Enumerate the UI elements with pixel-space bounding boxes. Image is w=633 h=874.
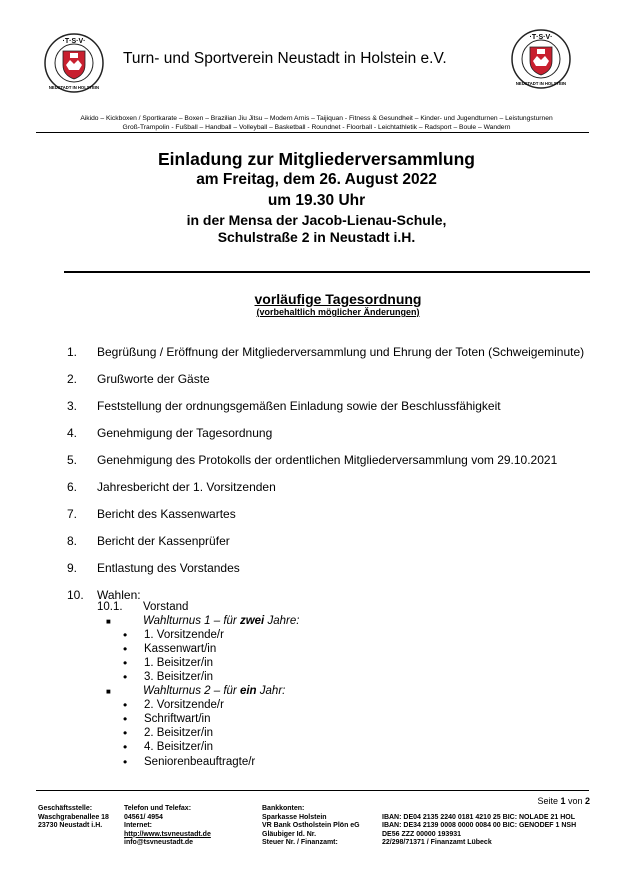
bullet-icon: •: [123, 670, 128, 684]
invitation-title: Einladung zur Mitgliederversammlung: [158, 149, 475, 169]
club-logo-right: [511, 29, 571, 89]
logo-text-top: ·T·S·V·: [529, 34, 553, 41]
footer-contact: Telefon und Telefax: 04561/ 4954 Internet: http://www.tsvneustadt.de info@tsvneustadt.de: [124, 805, 211, 846]
position-item: 1. Beisitzer/in: [144, 657, 214, 669]
sports-list-line-2: Groß-Trampolin - Fußball – Handball – Volleyball – Basketball - Roundnet - Floorball - Leichtathletik – Radsport – Boule – Wandern: [122, 124, 511, 131]
sports-list-line-1: Aikido – Kickboxen / Sportkarate – Boxen – Brazilian Jiu Jitsu – Modern Arnis – Taijiquan - Fitness & Gesundheit – Kinder- und Jugendturnen – Leistungsturnen: [80, 115, 553, 122]
footer-bank-labels: Bankkonten: Sparkasse Holstein VR Bank Ostholstein Plön eG Gläubiger Id. Nr. Steuer Nr. / Finanzamt:: [262, 805, 360, 846]
website-link[interactable]: http://www.tsvneustadt.de: [124, 830, 211, 838]
bullet-icon: •: [123, 642, 128, 656]
position-item: Schriftwart/in: [144, 713, 211, 725]
position-item: 1. Vorsitzende/r: [144, 629, 224, 641]
bullet-icon: •: [123, 726, 128, 740]
agenda-item: 5. Genehmigung des Protokolls der ordentlichen Mitgliederversammlung vom 29.10.2021: [67, 453, 558, 467]
club-name: Turn- und Sportverein Neustadt in Holstein e.V.: [123, 50, 447, 67]
bullet-icon: •: [123, 712, 128, 726]
agenda-item: 1. Begrüßung / Eröffnung der Mitgliederversammlung und Ehrung der Toten (Schweigeminute): [67, 345, 585, 359]
position-item: Kassenwart/in: [144, 643, 217, 655]
logo-text-bottom: NEUSTADT IN HOLSTEIN: [515, 81, 567, 86]
position-item: 3. Beisitzer/in: [144, 671, 214, 683]
position-item: 2. Beisitzer/in: [144, 727, 214, 739]
position-item: 2. Vorsitzende/r: [144, 699, 224, 711]
footer-bank-details: IBAN: DE04 2135 2240 0181 4210 25 BIC: NOLADE 21 HOL IBAN: DE34 2139 0008 0000 0084 00 BIC: GENODEF 1 NSH DE56 ZZZ 00000 193931 22/298/71371 / Finanzamt Lübeck: [382, 813, 577, 846]
agenda-item: 8. Bericht der Kassenprüfer: [67, 534, 230, 548]
bullet-icon: •: [123, 628, 128, 642]
sub-item-label: Vorstand: [143, 601, 189, 613]
agenda-item: 4. Genehmigung der Tagesordnung: [67, 426, 273, 440]
square-bullet-icon: ■: [106, 617, 111, 626]
agenda-title: vorläufige Tagesordnung: [254, 291, 422, 307]
invitation-date: am Freitag, dem 26. August 2022: [196, 171, 437, 188]
footer-office: Geschäftsstelle: Waschgrabenallee 18 23730 Neustadt i.H.: [38, 805, 109, 829]
bullet-icon: •: [123, 656, 128, 670]
term-2-heading: Wahlturnus 2 – für ein Jahr:: [143, 685, 286, 697]
position-item: Seniorenbeauftragte/r: [144, 756, 256, 768]
term-1-heading: Wahlturnus 1 – für zwei Jahre:: [143, 615, 300, 627]
agenda-subtitle: (vorbehaltlich möglicher Änderungen): [256, 307, 420, 317]
footer-divider: [36, 790, 589, 791]
agenda-item: 9. Entlastung des Vorstandes: [67, 561, 240, 575]
bullet-icon: •: [123, 740, 128, 754]
sub-item-number: 10.1.: [97, 601, 123, 613]
logo-text-top: ·T·S·V·: [62, 38, 86, 45]
club-logo-left: [44, 33, 104, 93]
square-bullet-icon: ■: [106, 687, 111, 696]
invitation-time: um 19.30 Uhr: [267, 192, 366, 209]
position-item: 4. Beisitzer/in: [144, 741, 214, 753]
agenda-item: 6. Jahresbericht der 1. Vorsitzenden: [67, 480, 276, 494]
agenda-item: 7. Bericht des Kassenwartes: [67, 507, 236, 521]
page-number: Seite 1 von 2: [537, 796, 590, 806]
email-link[interactable]: info@tsvneustadt.de: [124, 839, 194, 846]
logo-text-bottom: NEUSTADT IN HOLSTEIN: [48, 85, 100, 90]
agenda-item: 10. Wahlen:: [67, 588, 141, 602]
title-divider: [64, 271, 590, 273]
bullet-icon: •: [123, 698, 128, 712]
invitation-address: Schulstraße 2 in Neustadt i.H.: [217, 229, 416, 245]
invitation-location: in der Mensa der Jacob-Lienau-Schule,: [186, 212, 447, 228]
agenda-item: 3. Feststellung der ordnungsgemäßen Einladung sowie der Beschlussfähigkeit: [67, 399, 501, 413]
header-divider: [36, 132, 589, 133]
bullet-icon: •: [123, 755, 128, 769]
agenda-item: 2. Grußworte der Gäste: [67, 372, 210, 386]
